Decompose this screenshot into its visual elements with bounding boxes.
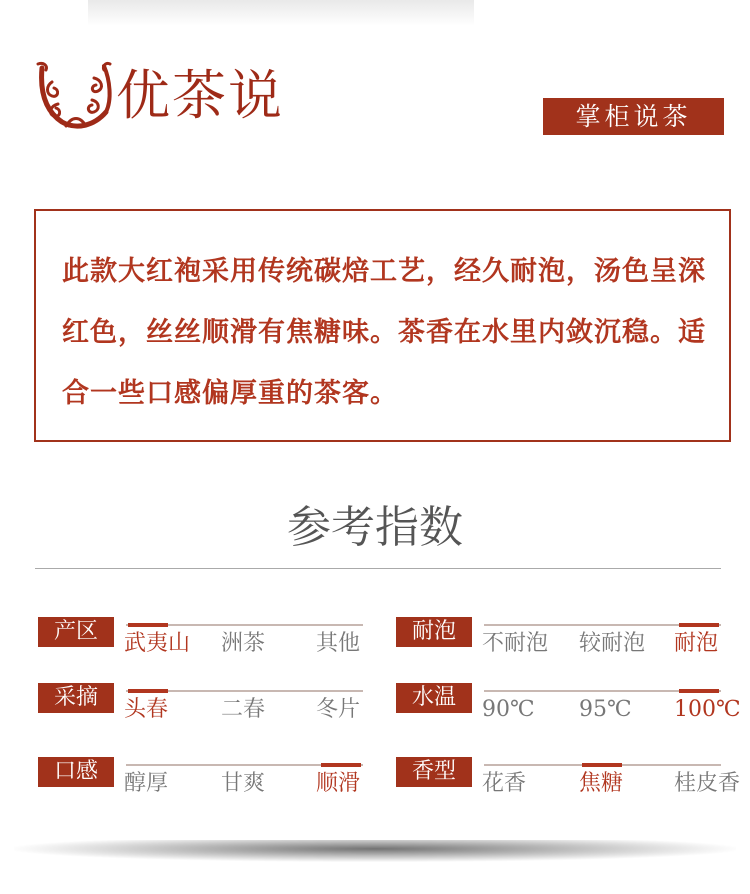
indicator-label: 采摘 (38, 683, 114, 713)
indicator-option: 耐泡 (674, 631, 719, 656)
description-box (34, 209, 731, 442)
indicator-row (38, 683, 378, 753)
indicator-label: 水温 (396, 683, 472, 713)
indicator-option: 焦糖 (579, 771, 624, 796)
brand-logo (36, 60, 306, 136)
indicator-option: 顺滑 (316, 771, 361, 796)
indicator-option: 不耐泡 (482, 631, 549, 656)
indicator-marker (128, 623, 168, 627)
indicator-marker (128, 689, 168, 693)
indicator-option: 90℃ (482, 697, 535, 722)
section-divider (35, 568, 721, 569)
indicator-option: 二春 (221, 697, 266, 722)
indicator-label: 香型 (396, 757, 472, 787)
indicator-option: 95℃ (579, 697, 632, 722)
indicator-track (484, 624, 721, 626)
indicator-option: 甘爽 (221, 771, 266, 796)
indicator-label: 口感 (38, 757, 114, 787)
indicator-option: 冬片 (316, 697, 361, 722)
indicator-track (484, 764, 721, 766)
description-text: 此款大红袍采用传统碳焙工艺，经久耐泡，汤色呈深红色，丝丝顺滑有焦糖味。茶香在水里内敛沉稳。适合一些口感偏厚重的茶客。 (62, 256, 706, 409)
indicator-marker (321, 763, 361, 767)
logo-flourish-icon (36, 60, 114, 136)
indicator-option: 武夷山 (124, 631, 191, 656)
indicator-label: 产区 (38, 617, 114, 647)
indicator-track (484, 690, 721, 692)
indicator-marker (582, 763, 622, 767)
indicator-row (396, 757, 741, 827)
indicator-option: 花香 (482, 771, 527, 796)
indicator-label: 耐泡 (396, 617, 472, 647)
indicator-option: 洲茶 (221, 631, 266, 656)
indicator-option: 100℃ (674, 697, 741, 722)
top-decoration (88, 0, 474, 26)
indicator-option: 头春 (124, 697, 169, 722)
indicator-track (126, 624, 363, 626)
bottom-shadow (14, 840, 736, 862)
indicator-option: 较耐泡 (579, 631, 646, 656)
indicator-row (38, 757, 378, 827)
indicator-row (396, 683, 741, 753)
indicator-marker (679, 623, 719, 627)
shopkeeper-badge: 掌柜说茶 (543, 98, 724, 135)
indicator-marker (679, 689, 719, 693)
section-title: 参考指数 (287, 502, 463, 553)
indicator-row (38, 617, 378, 687)
indicator-option: 醇厚 (124, 771, 169, 796)
indicator-track (126, 764, 363, 766)
indicator-row (396, 617, 736, 687)
brand-name: 优茶说 (116, 64, 284, 127)
indicator-track (126, 690, 363, 692)
indicator-option: 桂皮香 (674, 771, 741, 796)
indicator-option: 其他 (316, 631, 361, 656)
